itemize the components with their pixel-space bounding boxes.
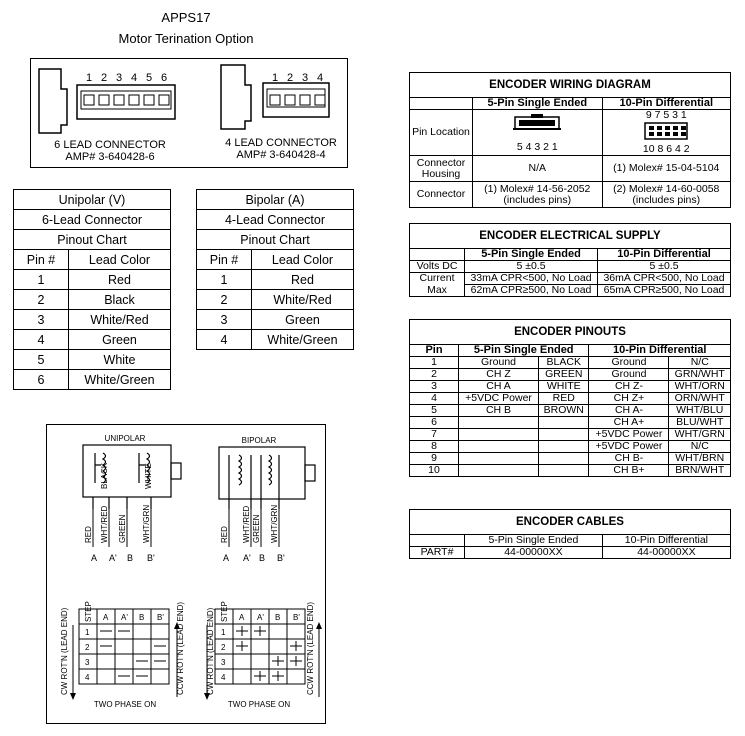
table-row (197, 310, 354, 330)
grid-phase: B' (293, 613, 300, 622)
current-se-2: 62mA CPR≥500, No Load (465, 285, 598, 297)
uni-wire-label: GREEN (118, 514, 127, 543)
pinout-cell: WHT/BRN (669, 453, 731, 465)
uni-wire-label: RED (84, 526, 93, 543)
unipolar-pinout-table (13, 189, 171, 390)
bipolar-motor (219, 447, 315, 509)
table-row (410, 405, 731, 417)
pin-slot (129, 95, 139, 105)
pin-slot (114, 95, 124, 105)
phase-label: A (91, 553, 98, 563)
pin-number: 2 (100, 72, 108, 84)
table-row (14, 350, 171, 370)
wiring-svg (47, 425, 325, 723)
pinout-cell: +5VDC Power (589, 441, 669, 453)
pin-number: 3 (14, 310, 69, 330)
table-row (14, 330, 171, 350)
pinout-cell: BLU/WHT (669, 417, 731, 429)
pin-number: 1 (197, 270, 252, 290)
pinout-cell: CH A+ (589, 417, 669, 429)
unipolar-title: Unipolar (V) (14, 190, 171, 210)
pinout-cell (459, 465, 539, 477)
phase-label: B (127, 553, 134, 563)
diff-pin (649, 132, 654, 136)
pin-number: 4 (130, 72, 138, 84)
bipolar-col-color: Lead Color (252, 250, 354, 270)
pin-number: 5 (145, 72, 153, 84)
uni-inner-white: WHITE (144, 463, 153, 489)
pinout-cell: N/C (669, 441, 731, 453)
pinouts-col-pin: Pin (410, 345, 459, 357)
pinout-cell (459, 429, 539, 441)
step-number: 4 (221, 673, 226, 682)
table-row (197, 290, 354, 310)
pin-number: 5 (14, 350, 69, 370)
diff-pin-top: 9 7 5 3 1 (645, 109, 687, 121)
lead-color: White (69, 350, 171, 370)
phase-label: B' (277, 553, 285, 563)
four-lead-amp: AMP# 3-640428-4 (236, 149, 326, 161)
pinout-cell (459, 453, 539, 465)
table-row (197, 270, 354, 290)
step-number: 3 (85, 658, 90, 667)
encoder-supply-title: ENCODER ELECTRICAL SUPPLY (410, 224, 731, 249)
pinouts-col-se: 5-Pin Single Ended (459, 345, 589, 357)
pin-number: 4 (14, 330, 69, 350)
bipolar-heading: BIPOLAR (241, 436, 277, 445)
pinout-cell: Ground (589, 357, 669, 369)
bi-wire-label: GREEN (252, 514, 261, 543)
two-phase-left: TWO PHASE ON (93, 700, 157, 709)
housing-se: N/A (473, 156, 603, 182)
lead-color: Red (69, 270, 171, 290)
supply-col-se: 5-Pin Single Ended (465, 249, 598, 261)
pinout-cell: 7 (410, 429, 459, 441)
pin-number: 1 (14, 270, 69, 290)
table-row (410, 453, 731, 465)
row-current: Current (410, 273, 465, 285)
row-max: Max (410, 285, 465, 297)
lead-color: Black (69, 290, 171, 310)
pinout-cell: 8 (410, 441, 459, 453)
phase-label: A' (109, 553, 117, 563)
pin-slot (159, 95, 169, 105)
grid-phase: A (103, 613, 109, 622)
ccw-label-right: CCW ROT'N (LEAD END) (306, 601, 315, 695)
page-subtitle: Motor Terination Option (118, 31, 254, 46)
pin-slot (99, 95, 109, 105)
table-row (14, 370, 171, 390)
diff-pin (673, 126, 678, 130)
se-pin-location (473, 110, 603, 156)
blank-cell (410, 535, 465, 547)
blank-cell (410, 98, 473, 110)
unipolar-col-color: Lead Color (69, 250, 171, 270)
phase-label: B (259, 553, 266, 563)
table-row (410, 465, 731, 477)
motor-wiring-diagram (46, 424, 326, 724)
unipolar-col-pin: Pin # (14, 250, 69, 270)
diff-pin (649, 126, 654, 130)
cw-label-right: CW ROT'N (LEAD END) (206, 607, 215, 695)
lead-color: White/Red (69, 310, 171, 330)
se-pin-numbers: 5 4 3 2 1 (516, 140, 558, 153)
pinout-cell: BRN/WHT (669, 465, 731, 477)
phase-label: B' (147, 553, 155, 563)
pinout-cell: ORN/WHT (669, 393, 731, 405)
pinout-cell: +5VDC Power (589, 429, 669, 441)
diff-pin (681, 126, 686, 130)
uni-wire-label: WHT/RED (100, 505, 109, 543)
bipolar-pinout-table (196, 189, 354, 350)
current-diff-1: 36mA CPR<500, No Load (598, 273, 731, 285)
step-number: 3 (221, 658, 226, 667)
pinout-cell: WHT/GRN (669, 429, 731, 441)
step-header: STEP (220, 601, 229, 622)
row-connector: Connector (410, 182, 473, 208)
diff-pin (657, 126, 662, 130)
pin-number: 2 (286, 72, 294, 84)
row-volts: Volts DC (410, 261, 465, 273)
diff-pin-location (602, 110, 730, 156)
diff-pin (665, 126, 670, 130)
grid-phase: A' (257, 613, 264, 622)
pinout-cell: CH B+ (589, 465, 669, 477)
model-title: APPS17 (161, 10, 211, 25)
step-number: 4 (85, 673, 90, 682)
encoder-cables-table (409, 509, 731, 559)
pinout-cell: N/C (669, 357, 731, 369)
encoder-pinouts-title: ENCODER PINOUTS (410, 320, 731, 345)
phase-label: A (223, 553, 230, 563)
pin-number: 6 (14, 370, 69, 390)
connector-se: (1) Molex# 14-56-2052 (includes pins) (473, 182, 603, 208)
pinout-cell (539, 417, 589, 429)
pin-number: 4 (316, 72, 324, 84)
pinout-cell: 5 (410, 405, 459, 417)
pinout-cell: 1 (410, 357, 459, 369)
unipolar-connector: 6-Lead Connector (14, 210, 171, 230)
pin-slot (315, 95, 325, 105)
pin-slot (285, 95, 295, 105)
lead-color: Green (252, 310, 354, 330)
bi-wire-label: RED (220, 526, 229, 543)
pinout-cell: 2 (410, 369, 459, 381)
housing-diff: (1) Molex# 15-04-5104 (602, 156, 730, 182)
table-row (197, 330, 354, 350)
encoder-wiring-table (409, 72, 731, 208)
unipolar-chart: Pinout Chart (14, 230, 171, 250)
pinout-cell: RED (539, 393, 589, 405)
bipolar-col-pin: Pin # (197, 250, 252, 270)
phase-label: A' (243, 553, 251, 563)
uni-wire-label: WHT/GRN (142, 504, 151, 543)
table-row (410, 369, 731, 381)
pinout-cell: GREEN (539, 369, 589, 381)
pinout-cell: CH Z (459, 369, 539, 381)
pinout-cell: WHITE (539, 381, 589, 393)
pin-slot (270, 95, 280, 105)
pin-slot (300, 95, 310, 105)
six-lead-amp: AMP# 3-640428-6 (65, 151, 155, 163)
pinout-cell: CH B- (589, 453, 669, 465)
pinout-cell (459, 417, 539, 429)
diff-pin (657, 132, 662, 136)
unipolar-motor (83, 445, 181, 509)
table-row (14, 290, 171, 310)
pinout-cell: +5VDC Power (459, 393, 539, 405)
pinout-cell: BLACK (539, 357, 589, 369)
pinout-cell (459, 441, 539, 453)
table-row (14, 270, 171, 290)
diff-connector-icon (641, 121, 691, 141)
uni-inner-black: BLACK (100, 462, 109, 489)
row-pin-location: Pin Location (410, 110, 473, 156)
table-row (410, 441, 731, 453)
pin-number: 3 (115, 72, 123, 84)
grid-phase: B' (157, 613, 164, 622)
diff-pin (665, 132, 670, 136)
blank-cell (410, 249, 465, 261)
unipolar-heading: UNIPOLAR (104, 434, 146, 443)
pin-number: 3 (197, 310, 252, 330)
pinout-cell: CH B (459, 405, 539, 417)
pinout-cell: WHT/ORN (669, 381, 731, 393)
supply-col-diff: 10-Pin Differential (598, 249, 731, 261)
pinout-cell (539, 453, 589, 465)
current-se-1: 33mA CPR<500, No Load (465, 273, 598, 285)
four-lead-connector (221, 65, 329, 129)
pinout-cell: CH A (459, 381, 539, 393)
pinout-cell: Ground (589, 369, 669, 381)
table-row (410, 381, 731, 393)
cable-se: 44-00000XX (465, 547, 603, 559)
table-row (410, 417, 731, 429)
lead-color: White/Green (252, 330, 354, 350)
pin-number: 4 (197, 330, 252, 350)
grid-phase: A' (121, 613, 128, 622)
pinout-cell: CH Z+ (589, 393, 669, 405)
diff-pin-bottom: 10 8 6 4 2 (642, 143, 690, 155)
pinouts-col-diff: 10-Pin Differential (589, 345, 731, 357)
row-housing: Connector Housing (410, 156, 473, 182)
step-number: 2 (85, 643, 90, 652)
ccw-label-left: CCW ROT'N (LEAD END) (176, 601, 185, 695)
connector-drawing (30, 58, 348, 168)
pin-number: 3 (301, 72, 309, 84)
diff-pin (681, 132, 686, 136)
grid-phase: A (239, 613, 245, 622)
table-row (14, 310, 171, 330)
pin-number: 6 (160, 72, 168, 84)
encoder-supply-table (409, 223, 731, 297)
six-lead-connector (39, 69, 175, 133)
pin-number: 2 (14, 290, 69, 310)
grid-phase: B (275, 613, 281, 622)
wiring-col-diff: 10-Pin Differential (602, 98, 730, 110)
current-diff-2: 65mA CPR≥500, No Load (598, 285, 731, 297)
table-row (410, 393, 731, 405)
pin-number: 1 (271, 72, 279, 84)
pinout-cell: CH Z- (589, 381, 669, 393)
se-connector-icon (507, 113, 567, 139)
pinout-cell: Ground (459, 357, 539, 369)
bipolar-chart: Pinout Chart (197, 230, 354, 250)
pinout-cell: 10 (410, 465, 459, 477)
pinout-cell: 3 (410, 381, 459, 393)
pinout-cell: 4 (410, 393, 459, 405)
bipolar-title: Bipolar (A) (197, 190, 354, 210)
step-number: 2 (221, 643, 226, 652)
pinout-cell: CH A- (589, 405, 669, 417)
two-phase-right: TWO PHASE ON (227, 700, 291, 709)
cables-col-diff: 10-Pin Differential (602, 535, 730, 547)
grid-phase: B (139, 613, 145, 622)
lead-color: Green (69, 330, 171, 350)
pin-number: 1 (85, 72, 93, 84)
encoder-wiring-title: ENCODER WIRING DIAGRAM (410, 73, 731, 98)
pinout-cell (539, 441, 589, 453)
wiring-col-se: 5-Pin Single Ended (473, 98, 603, 110)
volts-diff: 5 ±0.5 (598, 261, 731, 273)
pinout-cell: 9 (410, 453, 459, 465)
pinout-cell: GRN/WHT (669, 369, 731, 381)
six-lead-label: 6 LEAD CONNECTOR (54, 139, 166, 151)
bi-wire-label: WHT/RED (242, 505, 251, 543)
lead-color: White/Green (69, 370, 171, 390)
four-lead-label: 4 LEAD CONNECTOR (225, 137, 337, 149)
pinout-cell (539, 465, 589, 477)
lead-color: Red (252, 270, 354, 290)
table-row (410, 357, 731, 369)
encoder-cables-title: ENCODER CABLES (410, 510, 731, 535)
volts-se: 5 ±0.5 (465, 261, 598, 273)
pin-number: 2 (197, 290, 252, 310)
encoder-pinouts-table (409, 319, 731, 477)
step-number: 1 (85, 628, 90, 637)
table-row (410, 429, 731, 441)
cw-label-left: CW ROT'N (LEAD END) (60, 607, 69, 695)
step-header: STEP (84, 601, 93, 622)
diff-pin (673, 132, 678, 136)
pinout-cell: WHT/BLU (669, 405, 731, 417)
pinout-cell: 6 (410, 417, 459, 429)
cables-col-se: 5-Pin Single Ended (465, 535, 603, 547)
bi-wire-label: WHT/GRN (270, 504, 279, 543)
row-part: PART# (410, 547, 465, 559)
pinout-cell: BROWN (539, 405, 589, 417)
step-number: 1 (221, 628, 226, 637)
cable-diff: 44-00000XX (602, 547, 730, 559)
connector-diff: (2) Molex# 14-60-0058 (includes pins) (602, 182, 730, 208)
pin-slot (84, 95, 94, 105)
pinout-cell (539, 429, 589, 441)
bipolar-connector: 4-Lead Connector (197, 210, 354, 230)
pin-slot (144, 95, 154, 105)
lead-color: White/Red (252, 290, 354, 310)
